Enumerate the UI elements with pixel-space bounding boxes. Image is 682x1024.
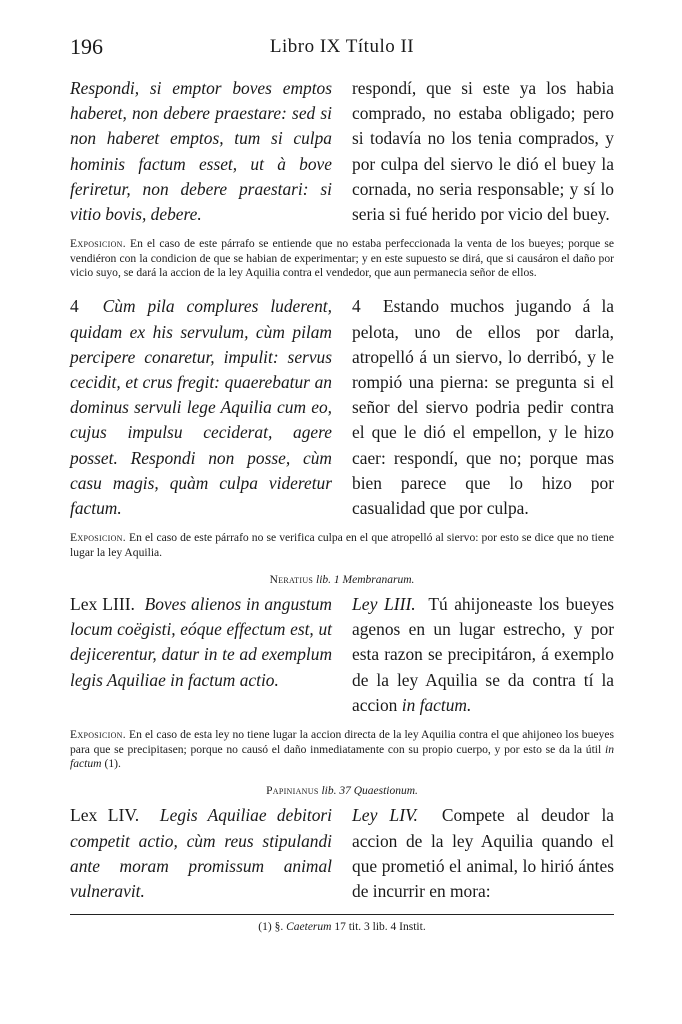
footnote-rest: 17 tit. 3 lib. 4 Instit. bbox=[334, 921, 426, 934]
running-head: Libro IX Título II bbox=[269, 36, 415, 57]
latin-column bbox=[70, 803, 332, 904]
latin-text: Boves alienos in angustum locum coëgisti, eóque effectum est, ut dejicerentur, datur in te ad exemplum legis Aquiliae in factum actio. bbox=[70, 594, 332, 690]
exposicion-2 bbox=[70, 531, 614, 560]
page-number: 196 bbox=[70, 34, 103, 59]
page-header bbox=[70, 34, 614, 64]
section-3-columns bbox=[70, 592, 614, 718]
exposicion-text: En el caso de esta ley no tiene lugar la accion directa de la ley Aquilia contra el que ahijoneo los bueyes para que se precipitasen; porque no causó el daño inmediatamente con su propio cuerpo, y por esto se da la útil bbox=[70, 728, 614, 756]
law-label: Lex LIV. bbox=[70, 805, 140, 826]
footnote-mark: (1) §. bbox=[258, 921, 284, 934]
spanish-column bbox=[352, 294, 614, 521]
law-label: Lex LIII. bbox=[70, 594, 135, 615]
latin-column bbox=[70, 592, 332, 718]
section-4-columns bbox=[70, 803, 614, 904]
footnote bbox=[70, 921, 614, 933]
latin-column bbox=[70, 294, 332, 521]
exposicion-text: En el caso de este párrafo se entiende que no estaba perfeccionada la venta de los bueyes; porque se vendiéron con la condicion de que se habian de experimentar; y en este supuesto se dirá, que si causáron el daño por vicio suyo, se dará la accion de la ley Aquilia contra el vendedor, que aun permanecia señor de ellos. bbox=[70, 237, 614, 280]
latin-text: Legis Aquiliae debitori competit actio, cùm reus stipulandi ante moram promissum animal vulneravit. bbox=[70, 805, 332, 901]
spanish-italic-tail: in factum. bbox=[401, 694, 472, 715]
source-work: lib. 1 Membranarum. bbox=[316, 574, 415, 587]
source-citation-2 bbox=[70, 785, 614, 797]
source-work: lib. 37 Quaestionum. bbox=[321, 785, 418, 798]
section-2-columns bbox=[70, 294, 614, 521]
document-page bbox=[70, 34, 614, 933]
spanish-text: Tú ahijoneaste los bueyes agenos en un lugar estrecho, y por esta razon se precipitáron, á exemplo de la ley Aquilia se da contra tí la accion bbox=[352, 594, 615, 715]
spanish-column: respondí, que si este ya los habia comprado, no estaba obligado; pero si todavía no los tenia comprados, y por culpa del siervo le dió el buey la cornada, no seria responsable; y sí lo seria si fué herido por vicio del buey. bbox=[352, 78, 614, 225]
latin-text: Cùm pila complures luderent, quidam ex his servulum, cùm pilam percipere conaretur, impulit: servus cecidit, et crus fregit: quaerebatur an dominus servuli lege Aquilia cum eo, cujus impulsu ceciderat, agere posset. Respondi non posse, cùm casu magis, quàm culpa videretur factum. bbox=[70, 296, 332, 519]
exposicion-3 bbox=[70, 728, 614, 771]
section-1-columns bbox=[70, 76, 614, 227]
law-label: Ley LIV. bbox=[352, 805, 418, 826]
exposicion-1 bbox=[70, 237, 614, 280]
spanish-text: Compete al deudor la accion de la ley Aquilia quando el que prometió el animal, lo hirió ántes de incurrir en mora: bbox=[352, 805, 614, 901]
footnote-divider bbox=[70, 914, 614, 915]
latin-column: Respondi, si emptor boves emptos haberet, non debere praestare: sed si non haberet emptos, tum si culpa hominis factum esset, ut à bove feriretur, non debere praestari: si vitio bovis, debere. bbox=[70, 78, 332, 225]
spanish-column bbox=[352, 592, 614, 718]
spanish-column bbox=[352, 803, 614, 904]
law-label: Ley LIII. bbox=[352, 594, 416, 615]
source-citation-1 bbox=[70, 574, 614, 586]
exposicion-italic: in factum bbox=[70, 742, 614, 770]
paragraph-number: 4 bbox=[70, 296, 79, 317]
exposicion-lead: Exposicion. bbox=[70, 531, 126, 545]
exposicion-lead: Exposicion. bbox=[70, 237, 126, 251]
exposicion-lead: Exposicion. bbox=[70, 728, 126, 742]
footnote-reference: (1). bbox=[104, 756, 121, 770]
footnote-italic: Caeterum bbox=[286, 921, 332, 934]
exposicion-text: En el caso de este párrafo no se verifica culpa en el que atropelló al siervo: por esto se dice que no tiene lugar la ley Aquilia. bbox=[70, 531, 614, 559]
paragraph-number: 4 bbox=[352, 296, 361, 317]
source-author: Neratius bbox=[269, 574, 314, 587]
spanish-text: Estando muchos jugando á la pelota, uno de ellos por darla, atropelló á un siervo, lo derribó, y le rompió una pierna: se pregunta si el señor del siervo podria pedir contra el que le dió el empellon, y le hizo caer: respondí, que no; porque mas bien parece que lo hizo por casualidad que por culpa. bbox=[352, 296, 614, 519]
source-author: Papinianus bbox=[266, 785, 319, 798]
